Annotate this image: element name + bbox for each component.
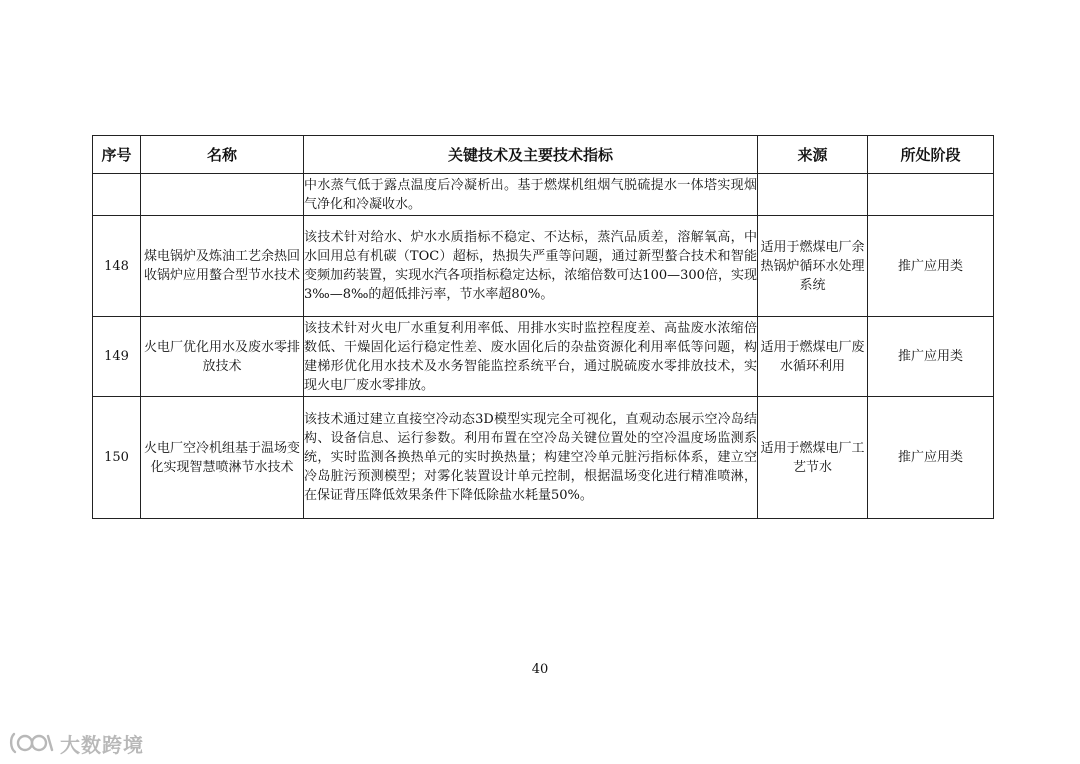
header-source: 来源 [758, 136, 868, 174]
row-name: 煤电锅炉及炼油工艺余热回收锅炉应用螯合型节水技术 [141, 216, 304, 317]
table-row-150 [93, 397, 994, 519]
row-num: 148 [93, 216, 141, 317]
table-row-continuation [93, 174, 994, 216]
watermark-text: 大数跨境 [60, 732, 144, 757]
row-stage: 推广应用类 [868, 317, 994, 397]
row-source: 适用于燃煤电厂废水循环利用 [758, 317, 868, 397]
cont-name-cell [141, 174, 304, 216]
row-name: 火电厂优化用水及废水零排放技术 [141, 317, 304, 397]
header-tech: 关键技术及主要技术指标 [304, 136, 758, 174]
row-tech: 该技术针对给水、炉水水质指标不稳定、不达标，蒸汽品质差，溶解氧高，中水回用总有机碳（TOC）超标，热损失严重等问题，通过新型螯合技术和智能变频加药装置，实现水汽各项指标稳定达标，浓缩倍数可达100—300倍，实现3‰—8‰的超低排污率，节水率超80%。 [304, 216, 758, 317]
row-source: 适用于燃煤电厂余热锅炉循环水处理系统 [758, 216, 868, 317]
cont-source-cell [758, 174, 868, 216]
header-name: 名称 [141, 136, 304, 174]
watermark [8, 728, 144, 758]
row-num: 149 [93, 317, 141, 397]
row-stage: 推广应用类 [868, 397, 994, 519]
row-source: 适用于燃煤电厂工艺节水 [758, 397, 868, 519]
row-tech: 该技术通过建立直接空冷动态3D模型实现完全可视化，直观动态展示空冷岛结构、设备信息、运行参数。利用布置在空冷岛关键位置处的空冷温度场监测系统，实时监测各换热单元的实时换热量；构建空冷单元脏污指标体系，建立空冷岛脏污预测模型；对雾化装置设计单元控制，根据温场变化进行精准喷淋，在保证背压降低效果条件下降低除盐水耗量50%。 [304, 397, 758, 519]
table-row-148 [93, 216, 994, 317]
cont-num-cell [93, 174, 141, 216]
row-stage: 推广应用类 [868, 216, 994, 317]
cont-tech-cell: 中水蒸气低于露点温度后冷凝析出。基于燃煤机组烟气脱硫提水一体塔实现烟气净化和冷凝收水。 [304, 174, 758, 216]
header-num: 序号 [93, 136, 141, 174]
row-num: 150 [93, 397, 141, 519]
header-stage: 所处阶段 [868, 136, 994, 174]
row-name: 火电厂空冷机组基于温场变化实现智慧喷淋节水技术 [141, 397, 304, 519]
tech-table [92, 135, 994, 519]
table-header-row [93, 136, 994, 174]
brand-logo-icon [8, 730, 54, 756]
table-row-149 [93, 317, 994, 397]
page-number: 40 [531, 662, 549, 677]
row-tech: 该技术针对火电厂水重复利用率低、用排水实时监控程度差、高盐废水浓缩倍数低、干燥固化运行稳定性差、废水固化后的杂盐资源化利用率低等问题，构建梯形优化用水技术及水务智能监控系统平台，通过脱硫废水零排放技术，实现火电厂废水零排放。 [304, 317, 758, 397]
cont-stage-cell [868, 174, 994, 216]
